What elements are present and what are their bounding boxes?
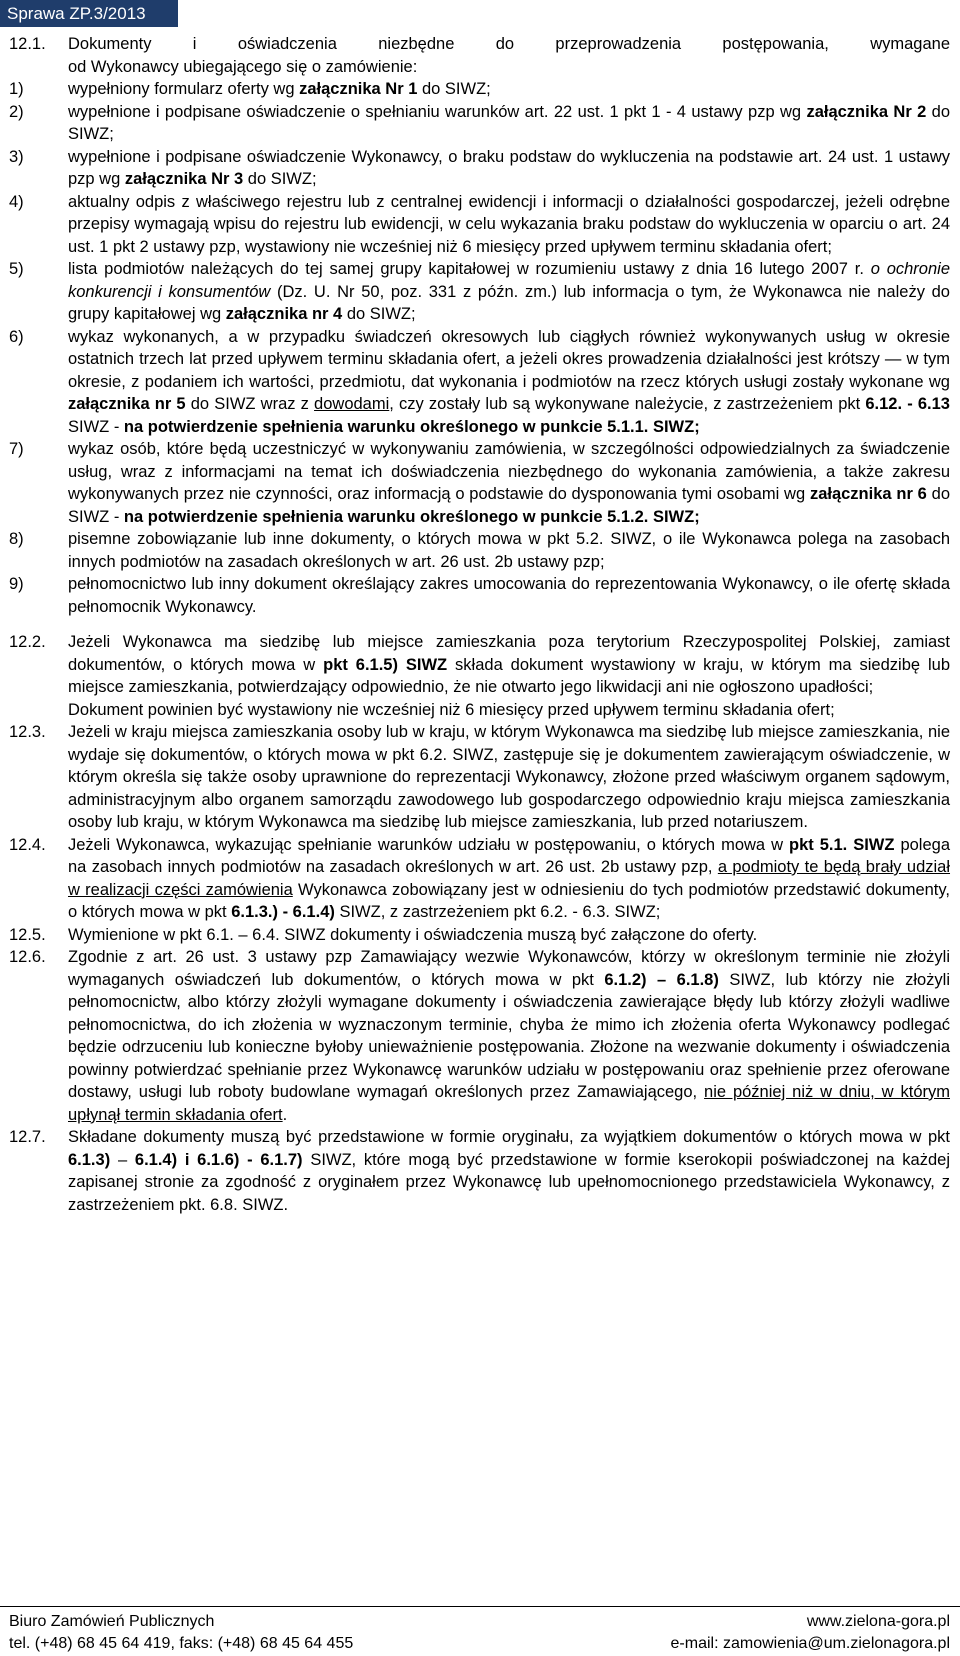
item-number: 2): [9, 102, 24, 121]
section-12-1: [0, 33, 950, 78]
list-item: [0, 528, 950, 573]
section-paragraph: Dokument powinien być wystawiony nie wcześniej niż 6 miesięcy przed upływem terminu składania ofert;: [68, 700, 835, 719]
item-text: do SIWZ -: [68, 485, 950, 526]
section-underlined: nie później niż w dniu, w którym upłynął termin składania ofert: [68, 1083, 950, 1124]
item-number: 3): [9, 147, 24, 166]
item-number: 5): [9, 260, 24, 278]
document-reference: Sprawa ZP.3/2013: [7, 4, 146, 23]
item-number: 1): [9, 80, 24, 98]
section-number: 12.2.: [9, 633, 46, 651]
section-12-7: [0, 1126, 950, 1216]
list-item: [0, 326, 950, 439]
item-text: , czy zostały lub są wykonywane należycie, z zastrzeżeniem pkt: [389, 395, 866, 413]
section-bold: 6.1.3.) - 6.1.4): [231, 903, 335, 921]
section-12-5: [0, 924, 950, 947]
section-12-2: [0, 631, 950, 721]
item-bold: 6.12. - 6.13: [865, 395, 950, 413]
section-number: 12.4.: [9, 835, 46, 854]
item-text: pisemne zobowiązanie lub inne dokumenty, o których mowa w pkt 5.2. SIWZ, o ile Wykonawca polega na zasobach innych podmiotów na zasadach określonych w art. 26 ust. 2b ustawy pzp;: [68, 530, 950, 571]
footer-phone: tel. (+48) 68 45 64 419, faks: (+48) 68 45 64 455: [9, 1635, 354, 1652]
item-bold: załącznika nr 5: [68, 395, 186, 413]
item-bold: załącznika Nr 2: [806, 102, 927, 121]
section-text: składa dokument wystawiony w kraju, w którym ma siedzibę lub miejsce zamieszkania, potwierdzający odpowiednio, że nie otwarto jego likwidacji ani nie ogłoszono upadłości;: [68, 655, 950, 696]
section-text: .: [282, 1105, 288, 1124]
item-text: wypełnione i podpisane oświadczenie Wykonawcy, o braku podstaw do wykluczenia na podstawie art. 24 ust. 1 ustawy pzp wg: [68, 147, 950, 188]
item-text: do SIWZ;: [342, 305, 416, 323]
item-bold: załącznika Nr 1: [299, 80, 418, 98]
footer-office: Biuro Zamówień Publicznych: [9, 1613, 215, 1630]
item-text: do SIWZ wraz z: [185, 395, 315, 413]
item-number: 7): [9, 440, 24, 458]
item-number: 4): [9, 192, 24, 211]
item-text: wypełnione i podpisane oświadczenie o spełnianiu warunków art. 22 ust. 1 pkt 1 - 4 ustawy pzp wg: [68, 102, 807, 121]
section-bold: pkt 5.1. SIWZ: [788, 835, 895, 854]
section-number: 12.7.: [9, 1128, 46, 1146]
document-body: [0, 33, 960, 1216]
section-number: 12.6.: [9, 948, 46, 966]
section-number: 12.1.: [9, 35, 46, 53]
item-bold: na potwierdzenie spełnienia warunku określonego w punkcie 5.1.1. SIWZ;: [123, 417, 700, 436]
footer-website-link[interactable]: www.zielona-gora.pl: [806, 1613, 950, 1630]
section-number: 12.3.: [9, 723, 46, 741]
item-text: do SIWZ;: [68, 102, 951, 143]
section-underlined: a podmioty te będą brały udział w realizacji części zamówienia: [68, 858, 951, 899]
item-text: do SIWZ;: [243, 170, 317, 188]
section-bold: 6.1.2) – 6.1.8): [604, 970, 719, 989]
section-text: Jeżeli Wykonawca ma siedzibę lub miejsce zamieszkania poza terytorium Rzeczypospolitej Polskiej, zamiast dokumentów, o których mowa w: [68, 633, 950, 674]
item-text: wykaz osób, które będą uczestniczyć w wykonywaniu zamówienia, w szczególności odpowiedzialnych za świadczenie usług, wraz z informacjami na temat ich doświadczenia niezbędnego do wykonania zamówienia, a także zakresu wykonywanych przez nie czynności, oraz informacją o podstawie do dysponowania tymi osobami wg: [68, 440, 950, 503]
list-item: [0, 438, 950, 528]
footer-divider: [0, 1606, 960, 1607]
section-number: 12.5.: [9, 925, 46, 944]
item-number: 8): [9, 530, 24, 548]
section-text: Wymienione w pkt 6.1. – 6.4. SIWZ dokumenty i oświadczenia muszą być załączone do oferty.: [68, 925, 758, 944]
item-text: (Dz. U. Nr 50, poz. 331 z późn. zm.) lub informacja o tym, że Wykonawca nie należy do grupy kapitałowej wg: [68, 282, 950, 323]
item-number: 6): [9, 327, 24, 346]
item-text: wykaz wykonanych, a w przypadku świadczeń okresowych lub ciągłych również wykonywanych usług w okresie ostatnich trzech lat przed upływem terminu składania ofert, a jeżeli okres prowadzenia działalności jest krótszy — w tym okresie, z podaniem ich wartości, przedmiotu, dat wykonania i podmiotów na rzecz których usługi zostały wykonane wg: [68, 327, 950, 391]
section-text: polega na zasobach innych podmiotów na zasadach określonych w art. 26 ust. 2b ustawy pzp,: [68, 835, 951, 876]
footer-email-link[interactable]: e-mail: zamowienia@um.zielonagora.pl: [670, 1635, 950, 1652]
item-bold: załącznika Nr 3: [124, 170, 244, 188]
list-item: [0, 78, 950, 101]
item-text: do SIWZ;: [417, 80, 491, 98]
section-bold: 6.1.3): [68, 1150, 111, 1169]
item-bold: na potwierdzenie spełnienia warunku określonego w punkcie 5.1.2. SIWZ;: [123, 507, 700, 526]
section-text: Wykonawca zobowiązany jest w odniesieniu do tych podmiotów przedstawić dokumenty, o których mowa w pkt: [68, 880, 950, 921]
section-bold: pkt 6.1.5) SIWZ: [323, 655, 448, 674]
item-text: wypełniony formularz oferty wg: [68, 80, 300, 98]
item-number: 9): [9, 575, 24, 593]
section-text: SIWZ, lub którzy nie złożyli pełnomocnictw, albo którzy złożyli wymagane dokumenty i oświadczenia zawierające błędy lub którzy złożyli wadliwe pełnomocnictwa, do ich złożenia w wyznaczonym terminie, chyba że mimo ich złożenia oferta Wykonawcy podlegać będzie odrzuceniu lub konieczne byłoby unieważnienie postępowania. Złożone na wezwanie dokumenty i oświadczenia powinny potwierdzać spełnianie przez Wykonawcę warunków udziału w postępowaniu oraz spełnienie przez oferowane dostawy, usługi lub roboty budowlane wymagań określonych przez Zamawiającego,: [68, 970, 951, 1101]
item-text: SIWZ -: [68, 417, 124, 436]
item-underlined: dowodami: [314, 395, 390, 413]
list-item: [0, 258, 950, 326]
section-text: Jeżeli Wykonawca, wykazując spełnianie warunków udziału w postępowaniu, o których mowa w: [68, 835, 789, 854]
item-italic: o ochronie konkurencji i konsumentów: [68, 260, 950, 301]
section-text: –: [110, 1150, 135, 1169]
section-text: SIWZ, z zastrzeżeniem pkt 6.2. - 6.3. SIWZ;: [334, 903, 661, 921]
section-12-4: [0, 834, 950, 924]
section-12-6: [0, 946, 950, 1126]
list-item: [0, 101, 950, 146]
section-bold: 6.1.4) i 6.1.6) - 6.1.7): [134, 1150, 303, 1169]
section-text: Jeżeli w kraju miejsca zamieszkania osoby lub w kraju, w którym Wykonawca ma siedzibę lub miejsce zamieszkania, nie wydaje się dokumentów, o których mowa w pkt 6.2. SIWZ, zastępuje się je dokumentem zawierającym oświadczenie, w którym określa się także osoby uprawnione do reprezentacji Wykonawcy, złożone przed właściwym organem sądowym, administracyjnym albo organem samorządu zawodowego lub gospodarczego odpowiednio kraju miejsca zamieszkania osoby lub kraju, w którym Wykonawca ma siedzibę lub miejsce zamieszkania, lub przed notariuszem.: [68, 723, 950, 831]
section-intro-line2: od Wykonawcy ubiegającego się o zamówienie:: [68, 57, 418, 76]
item-text: aktualny odpis z właściwego rejestru lub z centralnej ewidencji i informacji o działalności gospodarczej, jeżeli odrębne przepisy wymagają wpisu do rejestru lub ewidencji, w celu wykazania braku podstaw do wykluczenia w oparciu o art. 24 ust. 1 pkt 2 ustawy pzp, wystawiony nie wcześniej niż 6 miesięcy przed upływem terminu składania ofert;: [68, 192, 950, 256]
list-item: [0, 573, 950, 618]
section-12-3: [0, 721, 950, 834]
section-text: Składane dokumenty muszą być przedstawione w formie oryginału, za wyjątkiem dokumentów o których mowa w pkt: [68, 1128, 950, 1146]
document-list: [0, 78, 960, 618]
item-text: lista podmiotów należących do tej samej grupy kapitałowej w rozumieniu ustawy z dnia 16 lutego 2007 r.: [68, 260, 871, 278]
section-text: SIWZ, które mogą być przedstawione w formie kserokopii poświadczonej na każdej zapisanej stronie za zgodność z oryginałem przez Wykonawcę lub upełnomocnionego przedstawiciela Wykonawcy, z zastrzeżeniem pkt. 6.8. SIWZ.: [68, 1150, 950, 1214]
list-item: [0, 146, 950, 191]
section-text: Zgodnie z art. 26 ust. 3 ustawy pzp Zamawiający wezwie Wykonawców, którzy w określonym terminie nie złożyli wymaganych oświadczeń lub dokumentów, o których mowa w pkt: [68, 948, 950, 989]
item-bold: załącznika nr 4: [225, 305, 343, 323]
document-reference-tab: [0, 0, 178, 27]
item-text: pełnomocnictwo lub inny dokument określający zakres umocowania do reprezentowania Wykonawcy, o ile ofertę składa pełnomocnik Wykonawcy.: [68, 575, 950, 616]
item-bold: załącznika nr 6: [809, 485, 927, 503]
list-item: [0, 191, 950, 259]
section-intro-line1: Dokumenty i oświadczenia niezbędne do przeprowadzenia postępowania, wymagane: [68, 35, 950, 53]
